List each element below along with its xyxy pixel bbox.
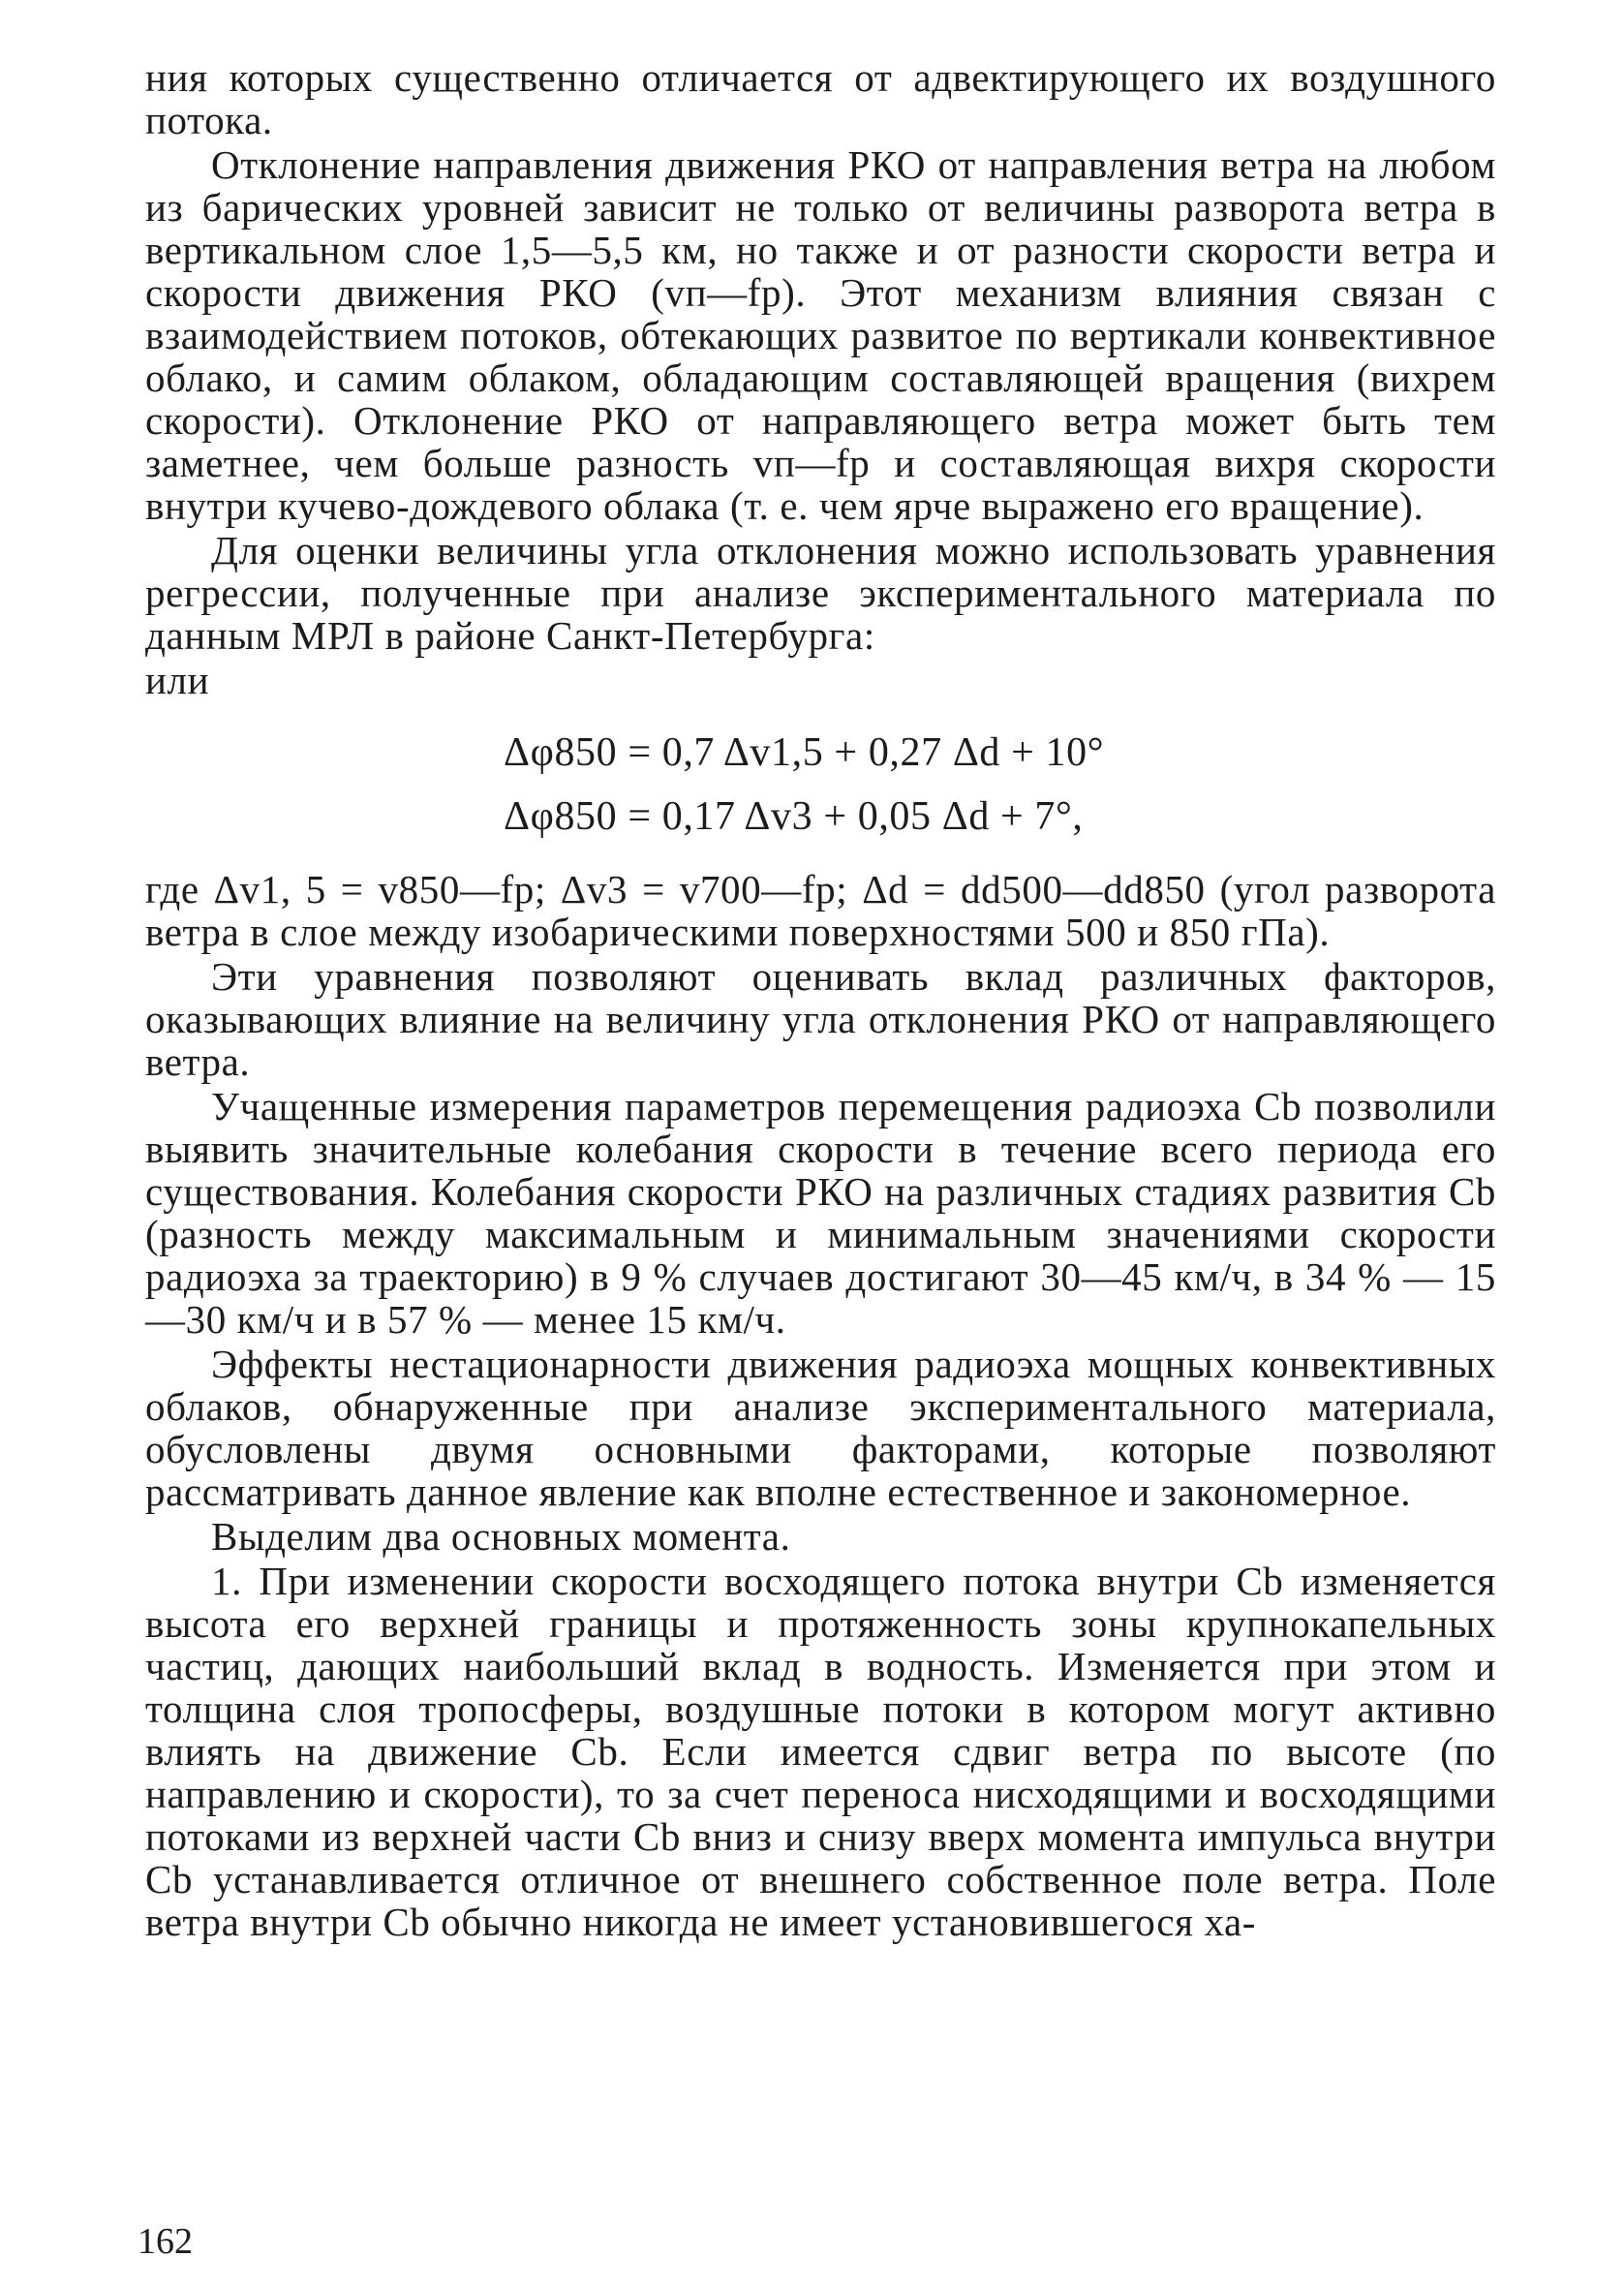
equation-2: Δφ850 = 0,17 Δv3 + 0,05 Δd + 7°,	[504, 794, 1084, 839]
paragraph-6: Учащенные измерения параметров перемещения радиоэха Cb позволили выявить значительные колебания скорости в течение всего периода его существования. Колебания скорости РКО на различных стадиях развития Cb (разность между максимальным и минимальным значениями скорости радиоэха за траекторию) в 9 % случаев достигают 30—45 км/ч, в 34 % — 15—30 км/ч и в 57 % — менее 15 км/ч.	[145, 1084, 1496, 1342]
paragraph-8: Выделим два основных момента.	[211, 1514, 791, 1559]
paragraph-5: Эти уравнения позволяют оценивать вклад различных факторов, оказывающих влияние на величину угла отклонения РКО от направляющего ветра.	[145, 954, 1496, 1084]
paragraph-7: Эффекты нестационарности движения радиоэха мощных конвективных облаков, обнаруженные при анализе экспериментального материала, обусловлены двумя основными факторами, которые позволяют рассматривать данное явление как вполне естественное и закономерное.	[145, 1342, 1496, 1514]
page-number: 162	[138, 2221, 193, 2262]
equation-1: Δφ850 = 0,7 Δv1,5 + 0,27 Δd + 10°	[504, 730, 1105, 775]
paragraph-1: ния которых существенно отличается от адвектирующего их воздушного потока.	[145, 55, 1496, 142]
paragraph-or: или	[145, 658, 210, 702]
body-text	[145, 56, 1496, 1945]
paragraph-2: Отклонение направления движения РКО от направления ветра на любом из барических уровней зависит не только от величины разворота ветра в вертикальном слое 1,5—5,5 км, но также и от разности скорости ветра и скорости движения РКО (vп—fр). Этот механизм влияния связан с взаимодействием потоков, обтекающих развитое по вертикали конвективное облако, и самим облаком, обладающим составляющей вращения (вихрем скорости). Отклонение РКО от направляющего ветра может быть тем заметнее, чем больше разность vп—fр и составляющая вихря скорости внутри кучево-дождевого облака (т. е. чем ярче выражено его вращение).	[145, 142, 1496, 528]
paragraph-where: где Δv1, 5 = v850—fр; Δv3 = v700—fр; Δd = dd500—dd850 (угол разворота ветра в слое между изобарическими поверхностями 500 и 850 гПа).	[145, 867, 1496, 954]
equation-block	[145, 721, 1496, 849]
paragraph-3: Для оценки величины угла отклонения можно использовать уравнения регрессии, полученные при анализе экспериментального материала по данным МРЛ в районе Санкт-Петербурга:	[145, 528, 1496, 658]
paragraph-9: 1. При изменении скорости восходящего потока внутри Cb изменяется высота его верхней границы и протяженность зоны крупнокапельных частиц, дающих наибольший вклад в водность. Изменяется при этом и толщина слоя тропосферы, воздушные потоки в котором могут активно влиять на движение Cb. Если имеется сдвиг ветра по высоте (по направлению и скорости), то за счет переноса нисходящими и восходящими потоками из верхней части Cb вниз и снизу вверх момента импульса внутри Cb устанавливается отличное от внешнего собственное поле ветра. Поле ветра внутри Cb обычно никогда не имеет установившегося ха-	[145, 1559, 1496, 1944]
